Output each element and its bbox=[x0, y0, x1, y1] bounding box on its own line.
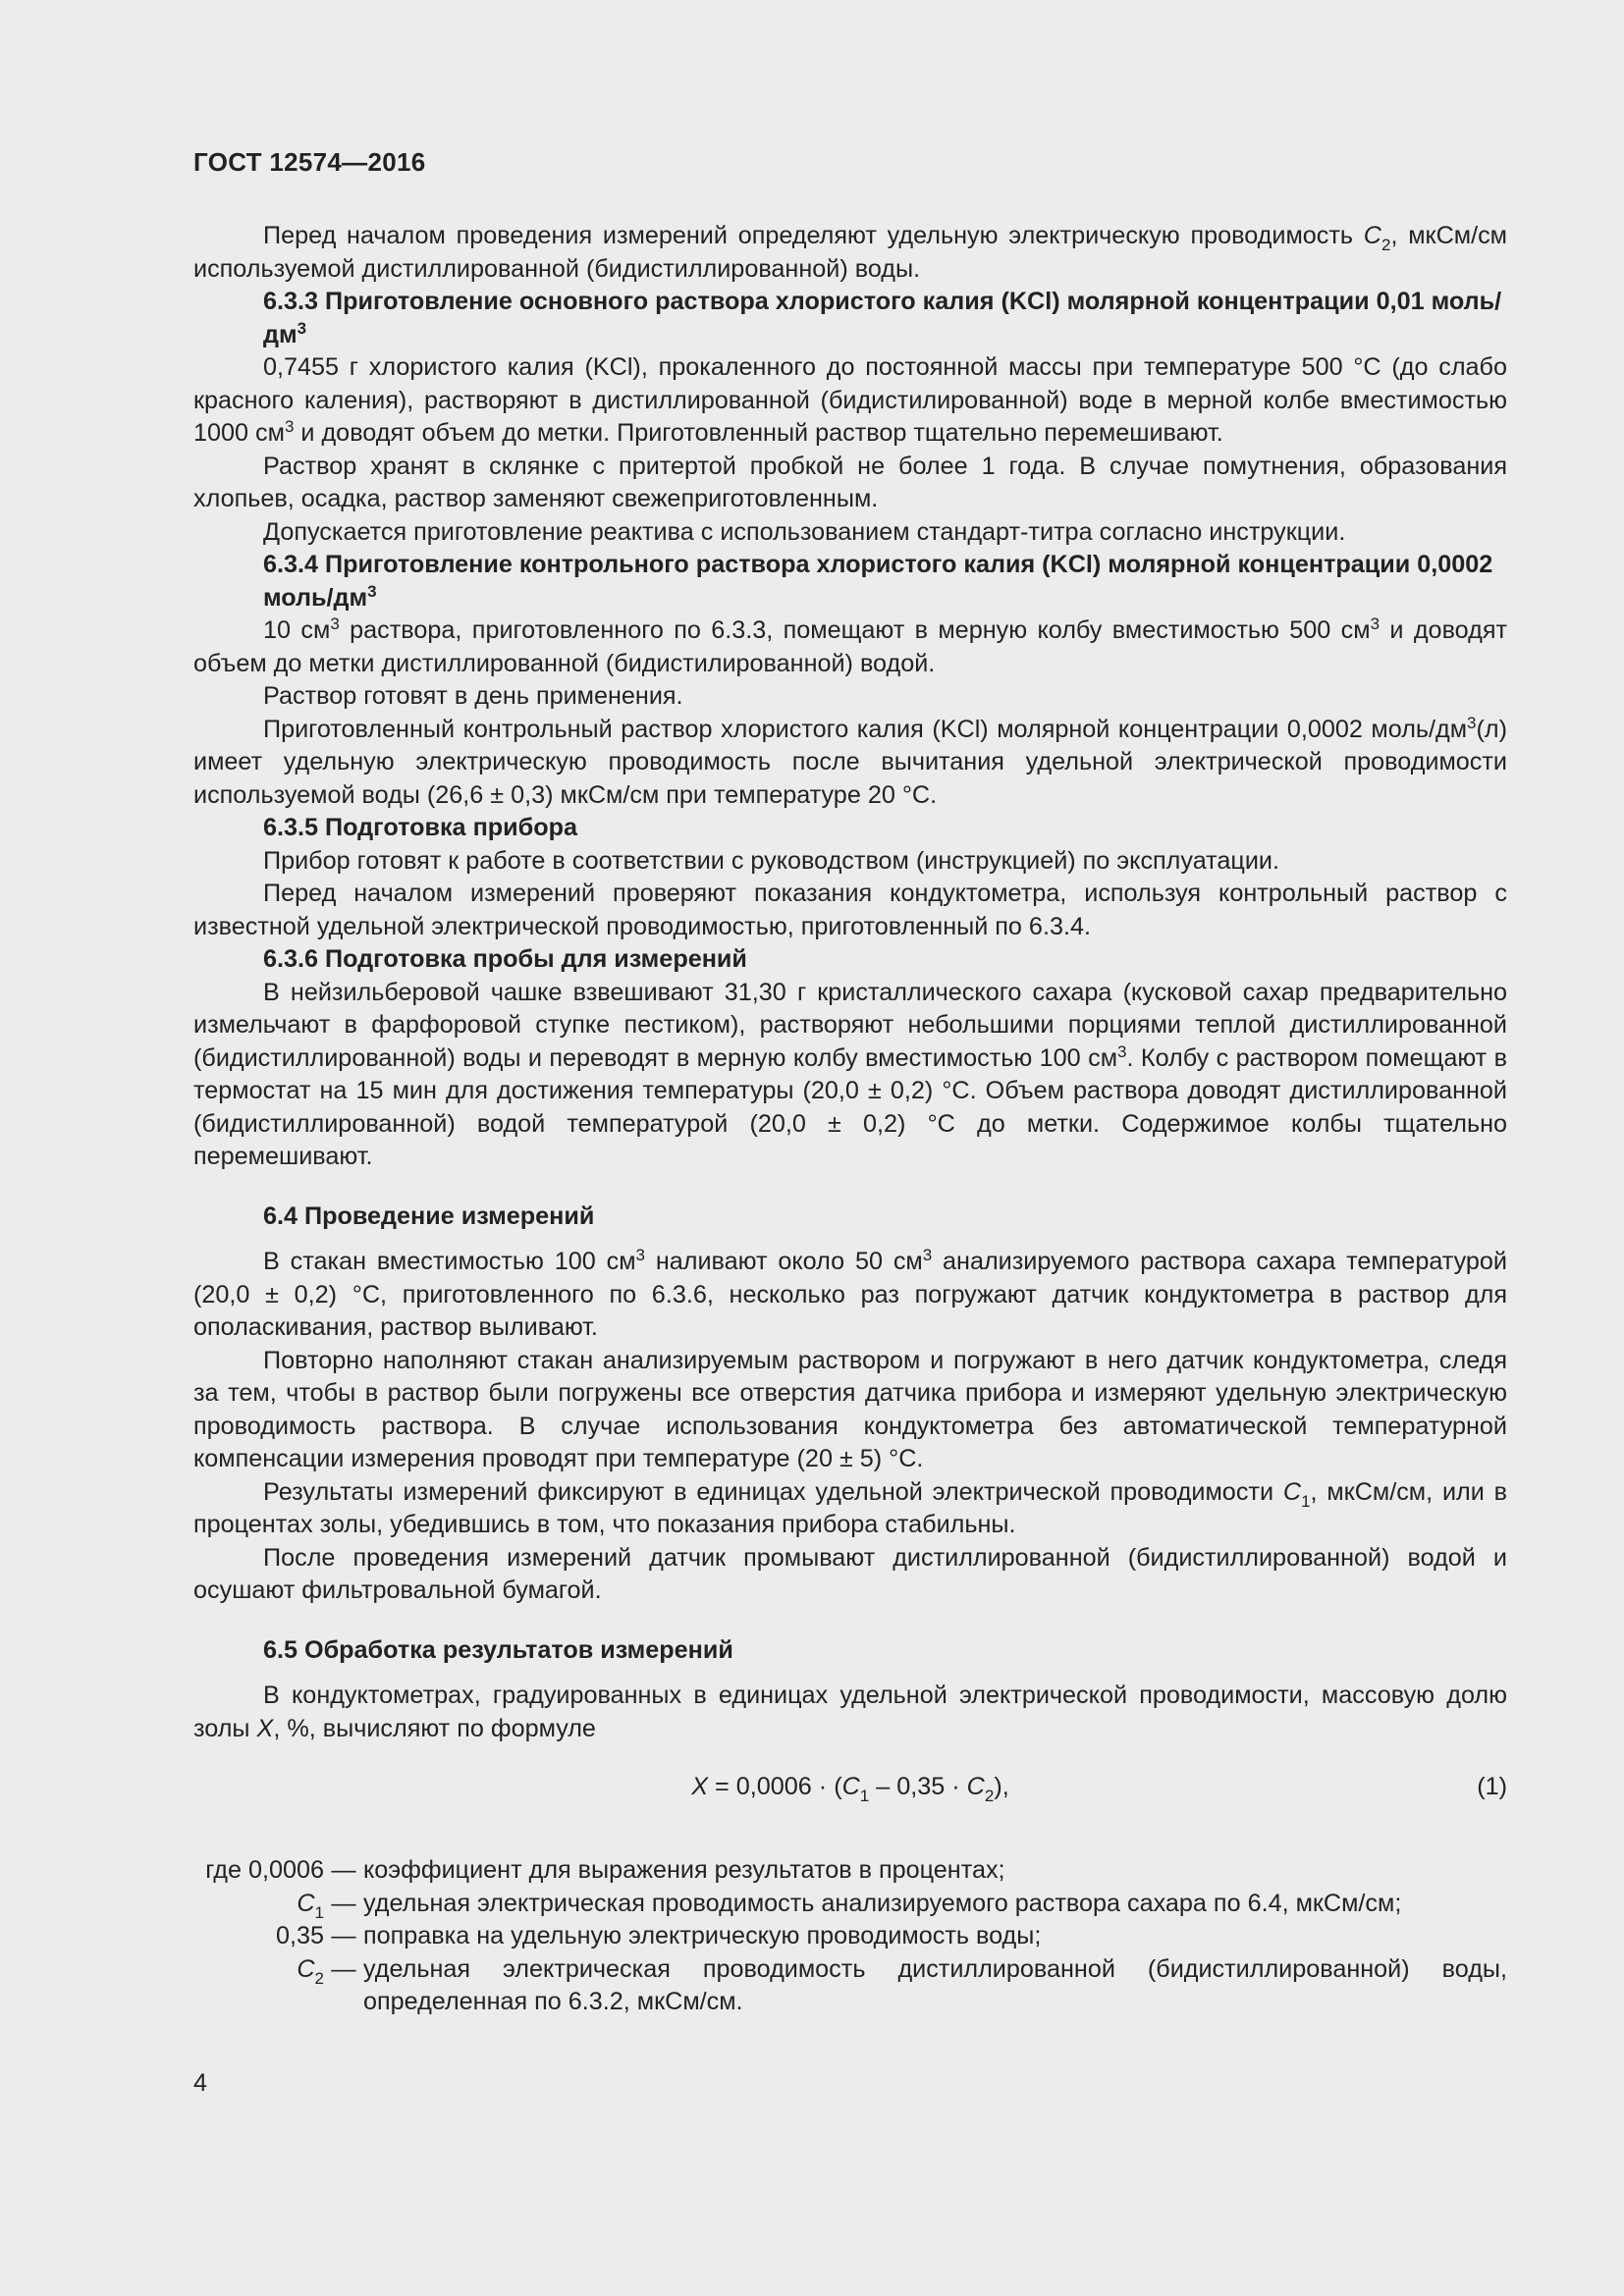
paragraph: Результаты измерений фиксируют в единицах удельной электрической проводимости $C_1$, мкСм/см, или в процентах золы, убедившись в том, что показания прибора стабильны. bbox=[193, 1477, 1507, 1538]
paragraph: 10 $см^3$ раствора, приготовленного по 6.3.3, помещают в мерную колбу вместимостью 500 $см^3$ и доводят объем до метки дистиллированной (бидистилированной) водой. bbox=[193, 614, 1507, 677]
page-number: 4 bbox=[193, 2069, 207, 2097]
paragraph: Раствор готовят в день применения. bbox=[263, 682, 683, 710]
paragraph: 0,7455 г хлористого калия (KCl), прокаленного до постоянной массы при температуре 500 °С (до слабо красного каления), растворяют в дистиллированной (бидистилированной) воде в мерной колбе вместимостью 1000 $см^3$ и доводят объем до метки. Приготовленный раствор тщательно перемешивают. bbox=[193, 353, 1507, 447]
document-body bbox=[193, 220, 1507, 2019]
formula-legend bbox=[193, 1854, 1507, 2019]
document-header: ГОСТ 12574—2016 bbox=[193, 147, 426, 177]
section-heading-6-3-6: 6.3.6 Подготовка пробы для измерений bbox=[263, 945, 747, 973]
paragraph: В нейзильберовой чашке взвешивают 31,30 г кристаллического сахара (кусковой сахар предварительно измельчают в фарфоровой ступке пестиком), растворяют небольшими порциями теплой дистиллированной (бидистиллированной) воды и переводят в мерную колбу вместимостью 100 $см^3$. Колбу с раствором помещают в термостат на 15 мин для достижения температуры (20,0 ± 0,2) °С. Объем раствора доводят дистиллированной (бидистиллированной) водой температурой (20,0 ± 0,2) °С до метки. Содержимое колбы тщательно перемешивают. bbox=[193, 978, 1507, 1170]
paragraph: В стакан вместимостью 100 $см^3$ наливают около 50 $см^3$ анализируемого раствора сахара температурой (20,0 ± 0,2) °С, приготовленного по 6.3.6, несколько раз погружают датчик кондуктометра в раствор для ополаскивания, раствор выливают. bbox=[193, 1246, 1507, 1341]
paragraph: После проведения измерений датчик промывают дистиллированной (бидистиллированной) водой и осушают фильтровальной бумагой. bbox=[193, 1543, 1507, 1604]
paragraph: Допускается приготовление реактива с использованием стандарт-титра согласно инструкции. bbox=[263, 517, 1346, 546]
formula-1 bbox=[193, 1765, 1507, 1831]
section-heading-6-3-4: 6.3.4 Приготовление контрольного раствора хлористого калия (KCl) молярной концентрации 0,0002 моль/$дм^3$ bbox=[263, 551, 1493, 612]
paragraph: Перед началом проведения измерений определяют удельную электрическую проводимость $C_2$, мкСм/см используемой дистиллированной (бидистиллированной) воды. bbox=[193, 222, 1507, 283]
legend-item: $C_2$ — удельная электрическая проводимость дистиллированной (бидистиллированной) воды, определенная по 6.3.2, мкСм/см. bbox=[297, 1954, 1507, 2015]
paragraph: В кондуктометрах, градуированных в единицах удельной электрической проводимости, массовую долю золы X, %, вычисляют по формуле bbox=[193, 1682, 1507, 1742]
legend-item: $C_1$ — удельная электрическая проводимость анализируемого раствора сахара по 6.4, мкСм/см; bbox=[297, 1889, 1402, 1922]
section-heading-6-5: 6.5 Обработка результатов измерений bbox=[263, 1635, 733, 1664]
section-heading-6-3-5: 6.3.5 Подготовка прибора bbox=[263, 814, 577, 841]
formula-expression: $X = 0,0006 \cdot (C_1 - 0,35 \cdot C_2)$, bbox=[691, 1773, 1009, 1805]
paragraph: Раствор хранят в склянке с притертой пробкой не более 1 года. В случае помутнения, образования хлопьев, осадка, раствор заменяют свежеприготовленным. bbox=[193, 452, 1507, 512]
formula-number: (1) bbox=[1477, 1773, 1507, 1800]
legend-item: 0,35 — поправка на удельную электрическую проводимость воды; bbox=[275, 1922, 1042, 1949]
legend-item: где 0,0006 — коэффициент для выражения результатов в процентах; bbox=[205, 1856, 1005, 1884]
section-heading-6-4: 6.4 Проведение измерений bbox=[263, 1201, 595, 1230]
paragraph: Приготовленный контрольный раствор хлористого калия (KCl) молярной концентрации 0,0002 моль/$дм^3(л)$ имеет удельную электрическую проводимость после вычитания удельной электрической проводимости используемой воды (26,6 ± 0,3) мкСм/см при температуре 20 °С. bbox=[193, 713, 1507, 809]
paragraph: Повторно наполняют стакан анализируемым раствором и погружают в него датчик кондуктометра, следя за тем, чтобы в раствор были погружены все отверстия датчика прибора и измеряют удельную электрическую проводимость раствора. В случае использования кондуктометра без автоматической температурной компенсации измерения проводят при температуре (20 ± 5) °С. bbox=[193, 1346, 1507, 1472]
paragraph: Перед началом измерений проверяют показания кондуктометра, используя контрольный раствор с известной удельной электрической проводимостью, приготовленный по 6.3.4. bbox=[193, 880, 1507, 940]
section-heading-6-3-3: 6.3.3 Приготовление основного раствора хлористого калия (KCl) молярной концентрации 0,01 моль/$дм^3$ bbox=[263, 288, 1502, 348]
paragraph: Прибор готовят к работе в соответствии с руководством (инструкцией) по эксплуатации. bbox=[263, 846, 1279, 875]
